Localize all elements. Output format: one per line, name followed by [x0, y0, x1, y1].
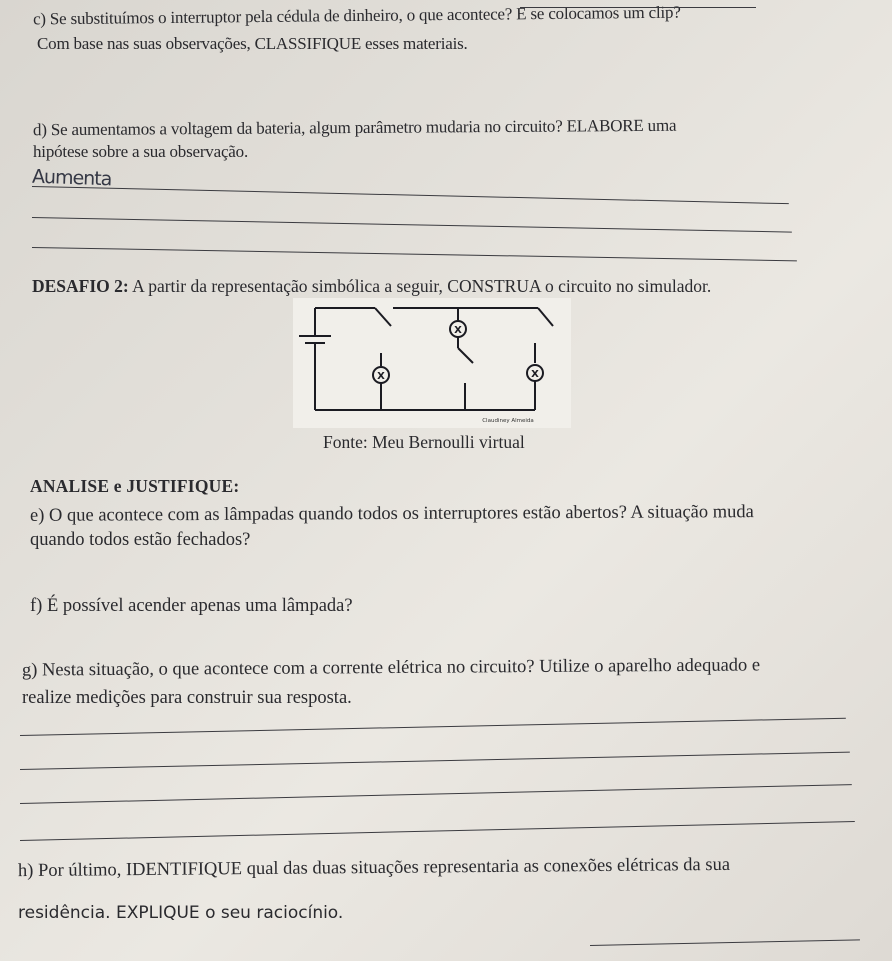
question-g-line2: realize medições para construir sua resposta.	[22, 688, 352, 708]
question-g-line1: g) Nesta situação, o que acontece com a corrente elétrica no circuito? Utilize o aparelho adequado e	[21, 655, 761, 681]
circuit-diagram	[293, 298, 571, 428]
diagram-credit: Claudiney Almeida	[482, 418, 534, 424]
question-c-line2: Com base nas suas observações, CLASSIFIQUE esses materiais.	[37, 34, 468, 53]
lamp-left-mark: X	[377, 371, 385, 382]
challenge-label: DESAFIO 2:	[32, 276, 129, 296]
question-e-line1: e) O que acontece com as lâmpadas quando todos os interruptores estão abertos? A situação muda	[29, 502, 754, 526]
answer-line-g4	[20, 821, 855, 841]
question-e-line2: quando todos estão fechados?	[30, 530, 251, 550]
question-f: f) É possível acender apenas uma lâmpada?	[30, 596, 353, 616]
answer-line-h1	[590, 939, 860, 946]
challenge-instruction: A partir da representação simbólica a seguir, CONSTRUA o circuito no simulador.	[128, 276, 712, 296]
question-c-line1: c) Se substituímos o interruptor pela cédula de dinheiro, o que acontece? E se colocamos um clip?	[32, 2, 681, 29]
answer-line-d1	[32, 186, 789, 204]
analysis-heading: ANALISE e JUSTIFIQUE:	[30, 476, 240, 496]
lamp-right-mark: X	[531, 369, 539, 380]
question-h-line1: h) Por último, IDENTIFIQUE qual das duas situações representaria as conexões elétricas da sua	[17, 854, 731, 882]
answer-line-g2	[20, 752, 850, 770]
answer-line-g1	[20, 718, 846, 736]
diagram-background	[293, 298, 571, 428]
top-rule	[520, 7, 756, 8]
question-h-line2: residência. EXPLIQUE o seu raciocínio.	[18, 903, 344, 923]
figure-caption: Fonte: Meu Bernoulli virtual	[323, 432, 525, 452]
handwritten-answer: Aumenta	[31, 165, 112, 191]
answer-line-d3	[32, 247, 797, 261]
question-d-line2: hipótese sobre a sua observação.	[33, 142, 248, 161]
question-d-line1: d) Se aumentamos a voltagem da bateria, algum parâmetro mudaria no circuito? ELABORE uma	[32, 115, 677, 140]
answer-line-d2	[32, 217, 792, 233]
circuit-svg	[293, 298, 571, 428]
lamp-top-mark: X	[454, 325, 462, 336]
challenge-text	[32, 276, 711, 297]
answer-line-g3	[20, 784, 852, 804]
